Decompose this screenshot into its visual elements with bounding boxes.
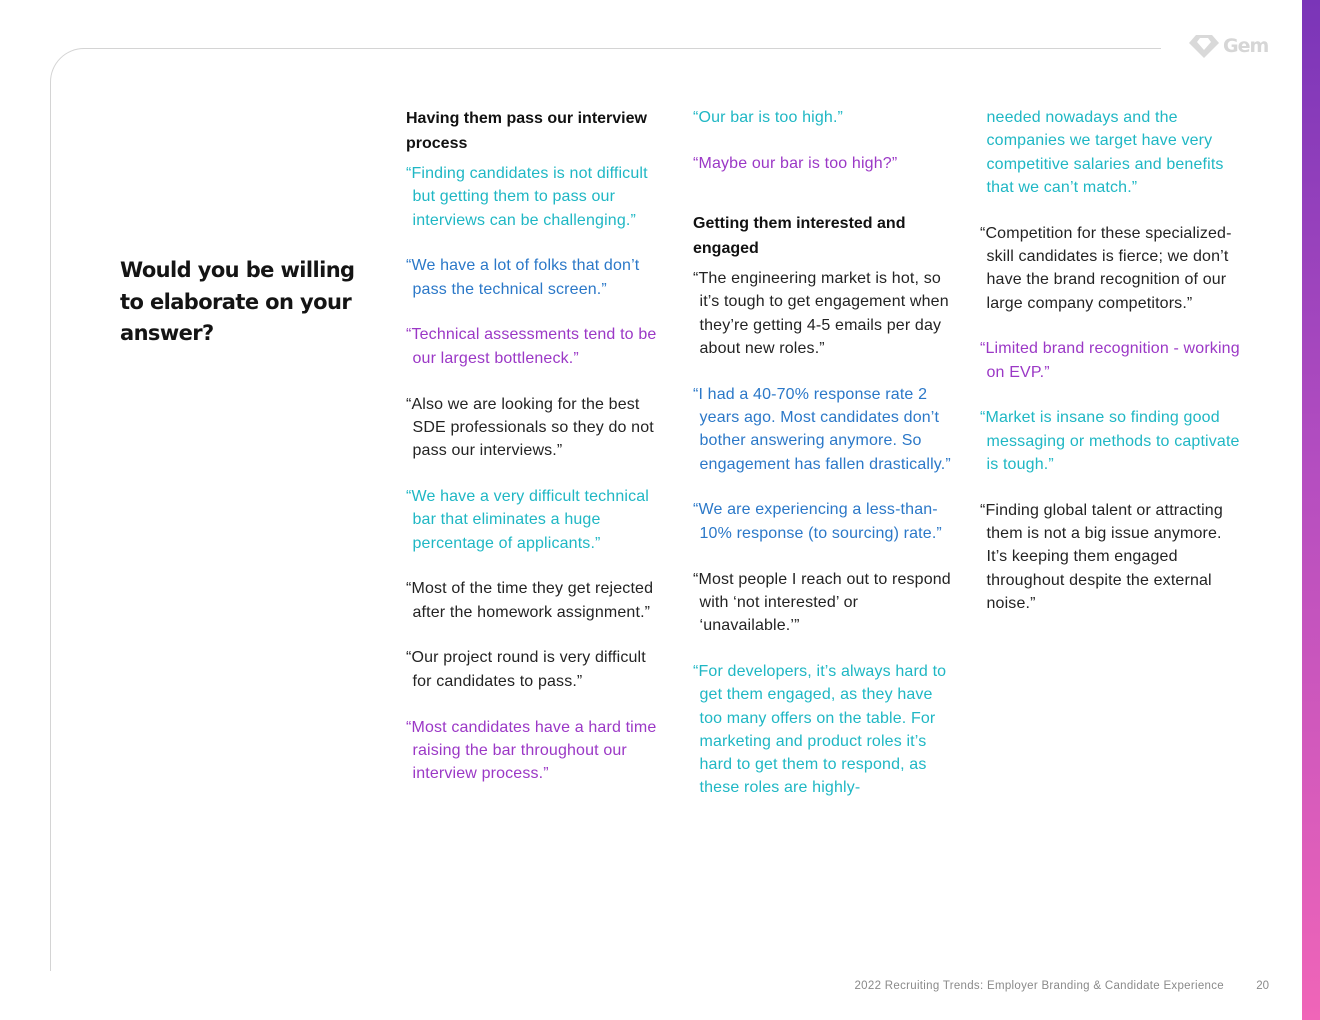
quotes-column-3 bbox=[980, 106, 1240, 638]
quotes-column-1 bbox=[406, 106, 666, 808]
quote: “We have a very difficult technical bar that eliminates a huge percentage of applicants.” bbox=[406, 487, 649, 552]
quote: “For developers, it’s always hard to get them engaged, as they have too many offers on the table. For marketing and product roles it’s hard to get them to respond, as these roles are highly- bbox=[693, 662, 947, 797]
quote-continued: needed nowadays and the companies we target have very competitive salaries and benefits that we can’t match.” bbox=[986, 109, 1224, 196]
quote: “Market is insane so finding good messaging or methods to captivate is tough.” bbox=[980, 409, 1240, 474]
question-title: Would you be willing to elaborate on your answer? bbox=[120, 258, 355, 345]
quote: “Most of the time they get rejected after the homework assignment.” bbox=[406, 580, 654, 621]
section-heading-interview: Having them pass our interview process bbox=[406, 110, 647, 152]
section-heading-engagement: Getting them interested and engaged bbox=[693, 215, 906, 258]
quote: “Most candidates have a hard time raising the bar throughout our interview process.” bbox=[406, 718, 657, 783]
quote: “Our bar is too high.” bbox=[693, 109, 844, 126]
logo-text: Gem bbox=[1223, 35, 1269, 57]
gem-diamond-icon bbox=[1188, 33, 1220, 59]
quote: “Also we are looking for the best SDE professionals so they do not pass our interviews.” bbox=[406, 395, 654, 460]
quote: “Limited brand recognition - working on EVP.” bbox=[980, 340, 1240, 381]
gradient-side-bar bbox=[1302, 0, 1320, 1020]
gem-logo bbox=[1188, 33, 1268, 59]
quote: “The engineering market is hot, so it’s tough to get engagement when they’re getting 4-5 emails per day about new roles.” bbox=[693, 270, 949, 357]
quote: “Maybe our bar is too high?” bbox=[693, 154, 898, 172]
quote: “We are experiencing a less-than-10% response (to sourcing) rate.” bbox=[693, 501, 942, 542]
quote: “I had a 40-70% response rate 2 years ago. Most candidates don’t bother answering anymore. So engagement has fallen drastically.” bbox=[693, 385, 951, 473]
quote: “Technical assessments tend to be our largest bottleneck.” bbox=[406, 326, 657, 367]
quote: “We have a lot of folks that don’t pass the technical screen.” bbox=[406, 257, 640, 298]
page-number: 20 bbox=[1256, 980, 1269, 992]
quote: “Our project round is very difficult for candidates to pass.” bbox=[406, 649, 646, 690]
quotes-column-2 bbox=[693, 106, 953, 822]
quote: “Finding candidates is not difficult but getting them to pass our interviews can be challenging.” bbox=[406, 165, 648, 229]
quote: “Finding global talent or attracting them is not a big issue anymore. It’s keeping them engaged throughout despite the external noise.” bbox=[980, 501, 1223, 613]
quote: “Competition for these specialized-skill candidates is fierce; we don’t have the brand recognition of our large company competitors.” bbox=[980, 224, 1232, 312]
footer-title: 2022 Recruiting Trends: Employer Branding & Candidate Experience bbox=[854, 980, 1224, 992]
quote: “Most people I reach out to respond with ‘not interested’ or ‘unavailable.’” bbox=[693, 570, 951, 635]
